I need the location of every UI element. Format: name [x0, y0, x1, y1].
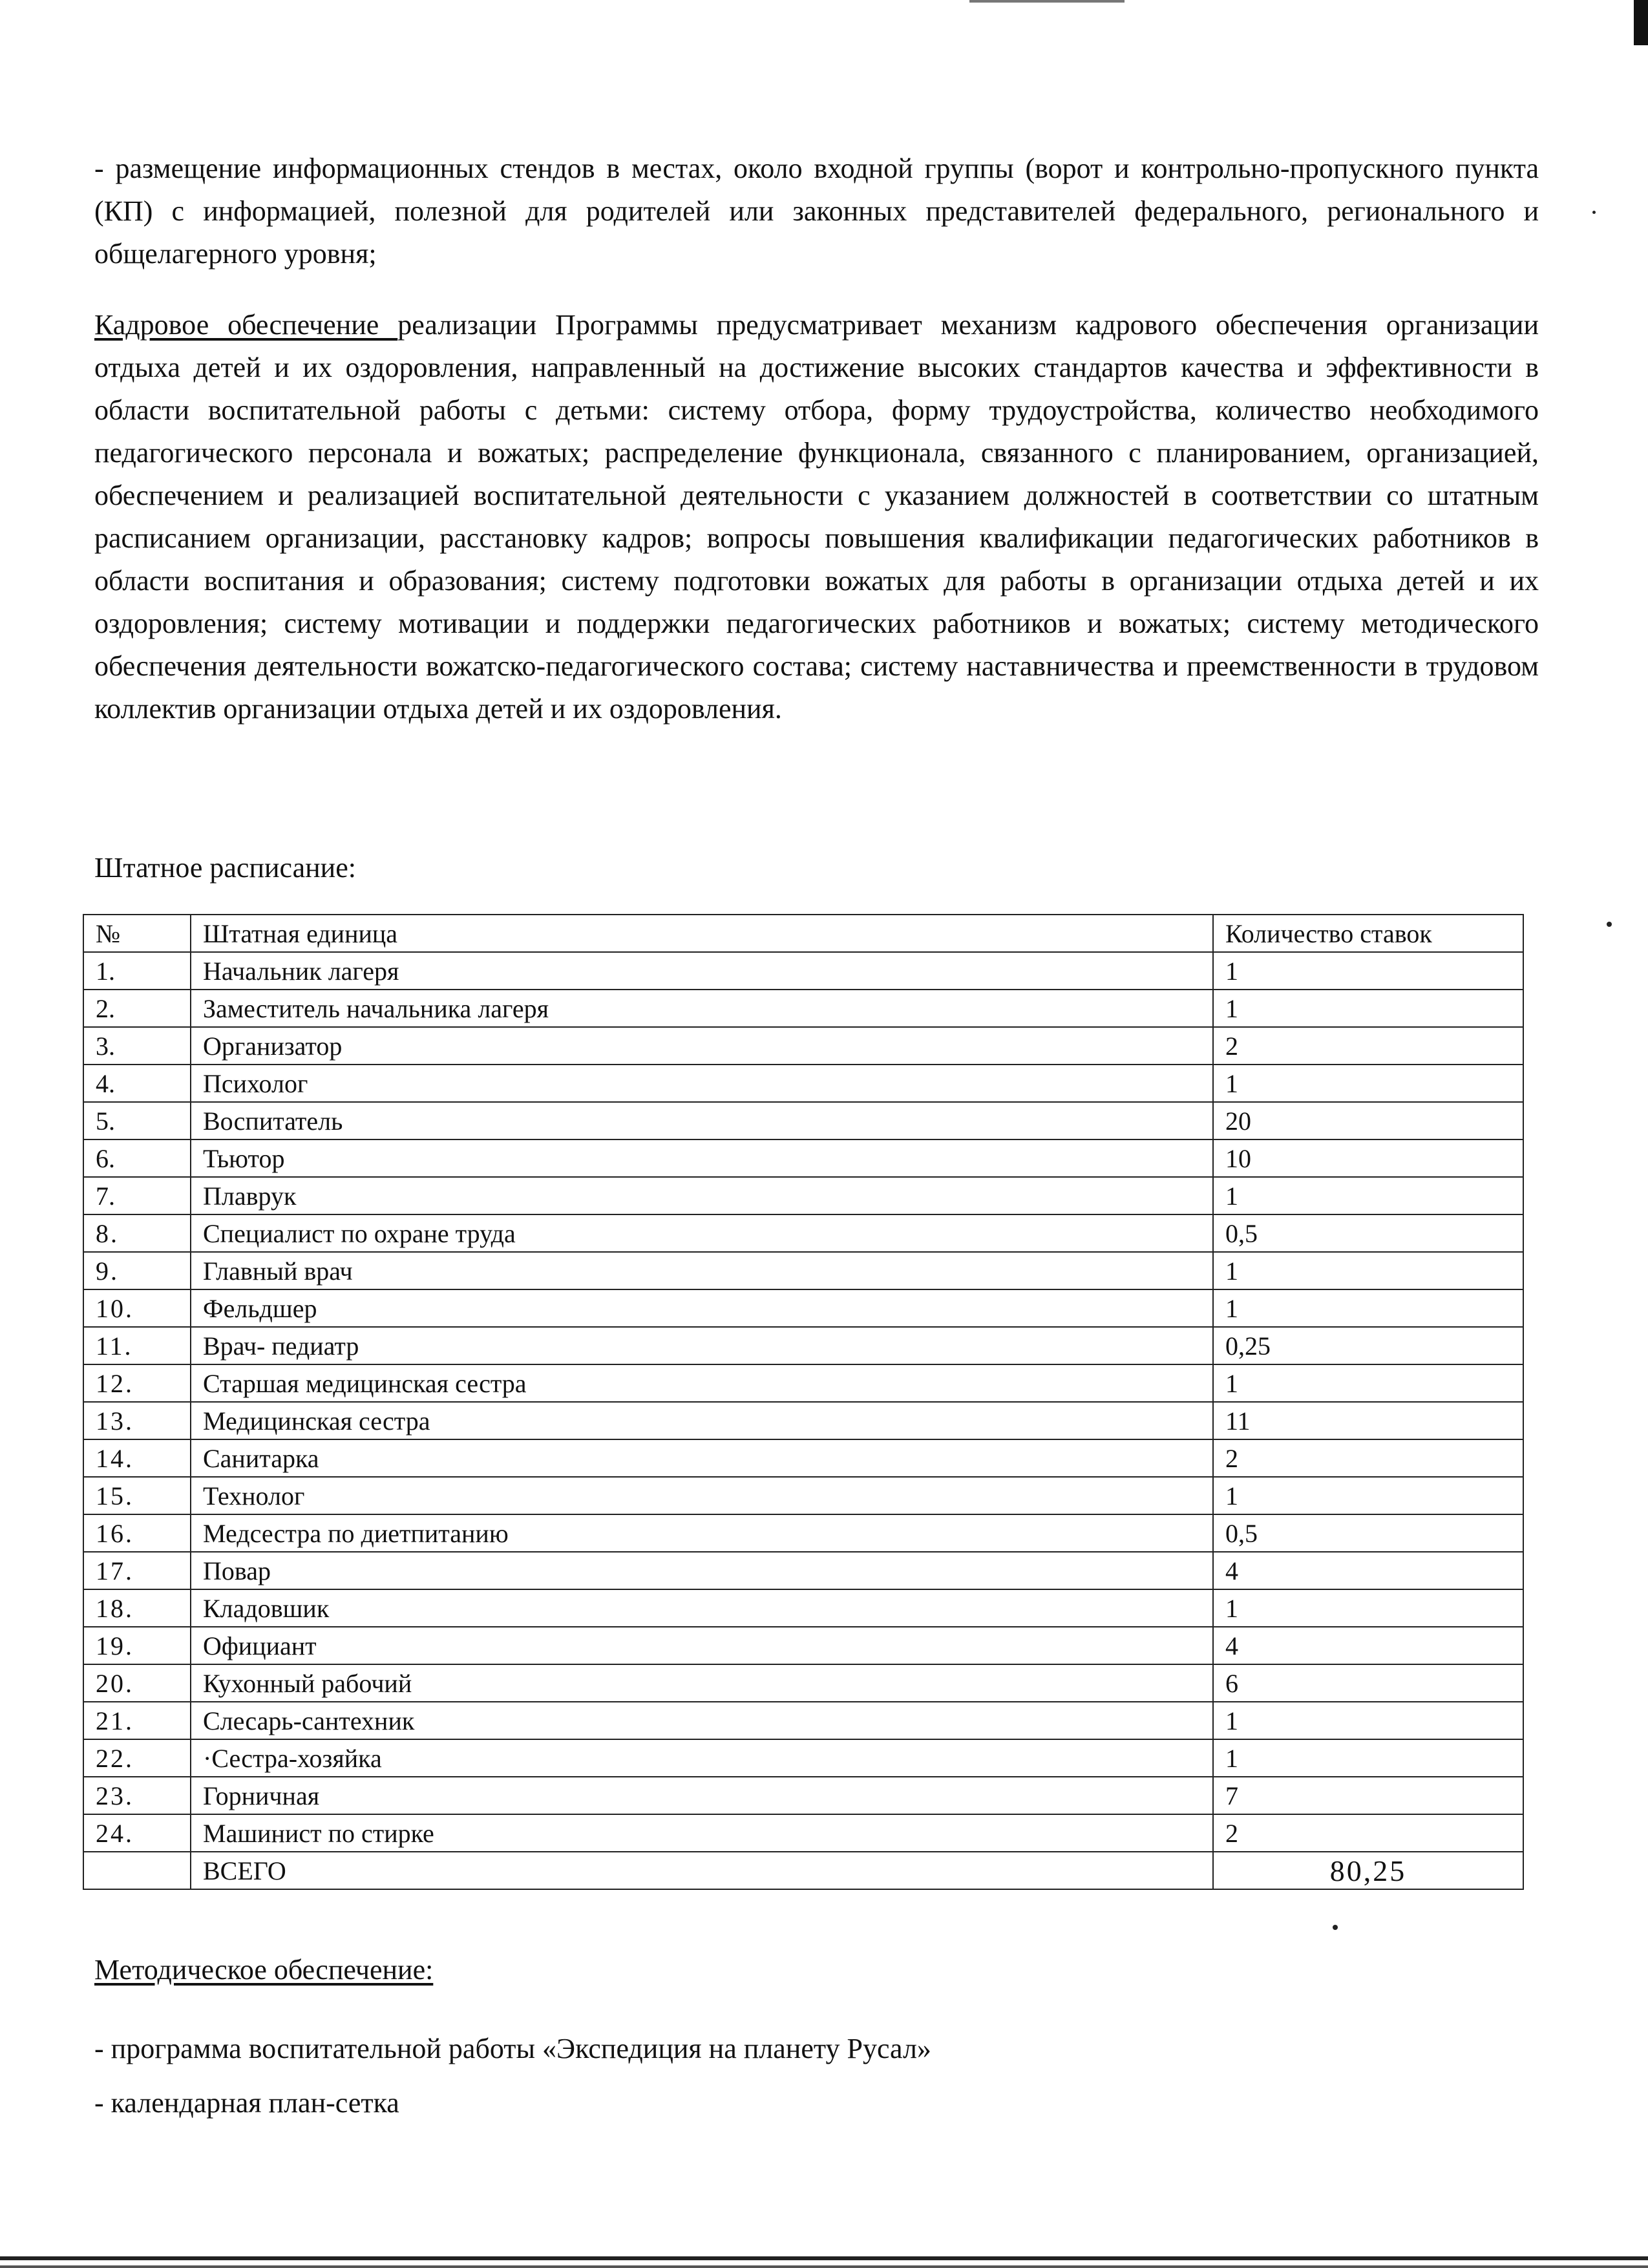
row-number: 9.	[83, 1252, 191, 1289]
staffing-text: реализации Программы предусматривает механизм кадрового обеспечения организации отдыха детей и их оздоровления, направленный на достижение высоких стандартов качества и эффективности в области воспитательной работы с детьми: систему отбора, форму трудоустройства, количество необходимого педагогического персонала и вожатых; распределение функционала, связанного с планированием, организацией, обеспечением и реализацией воспитательной деятельности с указанием должностей в соответствии со штатным расписанием организации, расстановку кадров; вопросы повышения квалификации педагогических работников в области воспитания и образования; систему подготовки вожатых для работы в организации отдыха детей и их оздоровления; систему мотивации и поддержки педагогических работников и вожатых; систему методического обеспечения деятельности вожатско-педагогического состава; систему наставничества и преемственности в трудовом коллектив организации отдыха детей и их оздоровления.	[94, 309, 1539, 725]
row-position: Официант	[191, 1627, 1213, 1664]
table-row	[83, 1664, 1523, 1702]
row-rates: 2	[1213, 1027, 1523, 1065]
header-rates: Количество ставок	[1213, 915, 1523, 952]
table-row	[83, 1327, 1523, 1364]
table-header-row	[83, 915, 1523, 952]
row-rates: 1	[1213, 990, 1523, 1027]
row-position: Старшая медицинская сестра	[191, 1364, 1213, 1402]
row-position: Повар	[191, 1552, 1213, 1589]
row-rates: 0,5	[1213, 1514, 1523, 1552]
row-position: Главный врач	[191, 1252, 1213, 1289]
row-number: 7.	[83, 1177, 191, 1214]
scan-artifact-bottom	[0, 2256, 1648, 2260]
table-row	[83, 1552, 1523, 1589]
row-position: Специалист по охране труда	[191, 1214, 1213, 1252]
row-number: 6.	[83, 1139, 191, 1177]
row-position: Медицинская сестра	[191, 1402, 1213, 1439]
table-row	[83, 1514, 1523, 1552]
methods-title: Методическое обеспечение:	[94, 1954, 434, 1986]
table-row	[83, 1739, 1523, 1777]
row-position: Санитарка	[191, 1439, 1213, 1477]
row-position: Технолог	[191, 1477, 1213, 1514]
row-position: Врач- педиатр	[191, 1327, 1213, 1364]
row-number: 22.	[83, 1739, 191, 1777]
row-number: 20.	[83, 1664, 191, 1702]
row-rates: 11	[1213, 1402, 1523, 1439]
row-rates: 1	[1213, 1252, 1523, 1289]
total-blank-cell	[83, 1852, 191, 1889]
table-row	[83, 1589, 1523, 1627]
row-position: Воспитатель	[191, 1102, 1213, 1139]
scan-speck	[1592, 211, 1596, 214]
row-position: Медсестра по диетпитанию	[191, 1514, 1213, 1552]
table-row	[83, 1065, 1523, 1102]
row-position: Организатор	[191, 1027, 1213, 1065]
table-row	[83, 952, 1523, 990]
table-row	[83, 1214, 1523, 1252]
row-number: 2.	[83, 990, 191, 1027]
row-number: 18.	[83, 1589, 191, 1627]
row-number: 16.	[83, 1514, 191, 1552]
row-rates: 1	[1213, 1477, 1523, 1514]
row-number: 15.	[83, 1477, 191, 1514]
row-number: 11.	[83, 1327, 191, 1364]
table-row	[83, 1477, 1523, 1514]
table-row	[83, 990, 1523, 1027]
scan-artifact-top	[969, 0, 1125, 3]
scan-artifact-edge	[1634, 0, 1648, 45]
staff-caption: Штатное расписание:	[94, 852, 356, 884]
row-rates: 0,5	[1213, 1214, 1523, 1252]
header-number: №	[83, 915, 191, 952]
table-row	[83, 1364, 1523, 1402]
methods-item: - программа воспитательной работы «Экспедиция на планету Русал»	[94, 2033, 931, 2064]
row-number: 10.	[83, 1289, 191, 1327]
staff-table	[83, 914, 1524, 1890]
row-number: 8.	[83, 1214, 191, 1252]
table-total-row	[83, 1852, 1523, 1889]
row-rates: 2	[1213, 1439, 1523, 1477]
header-position: Штатная единица	[191, 915, 1213, 952]
total-label: ВСЕГО	[191, 1852, 1213, 1889]
row-rates: 1	[1213, 1589, 1523, 1627]
row-rates: 20	[1213, 1102, 1523, 1139]
row-number: 12.	[83, 1364, 191, 1402]
row-position: Психолог	[191, 1065, 1213, 1102]
paragraph-info-stands: - размещение информационных стендов в местах, около входной группы (ворот и контрольно-пропускного пункта (КП) с информацией, полезной для родителей или законных представителей федерального, регионального и общелагерного уровня;	[94, 153, 1539, 270]
table-row	[83, 1814, 1523, 1852]
row-position: Кладовшик	[191, 1589, 1213, 1627]
row-number: 13.	[83, 1402, 191, 1439]
row-rates: 4	[1213, 1552, 1523, 1589]
row-number: 21.	[83, 1702, 191, 1739]
scan-speck	[1333, 1925, 1338, 1930]
methods-item: - календарная план-сетка	[94, 2087, 399, 2119]
row-number: 19.	[83, 1627, 191, 1664]
row-position: ·Сестра-хозяйка	[191, 1739, 1213, 1777]
row-rates: 1	[1213, 1739, 1523, 1777]
row-number: 17.	[83, 1552, 191, 1589]
row-number: 14.	[83, 1439, 191, 1477]
paragraph-staffing	[94, 304, 1539, 730]
table-row	[83, 1289, 1523, 1327]
row-rates: 2	[1213, 1814, 1523, 1852]
row-number: 5.	[83, 1102, 191, 1139]
table-row	[83, 1027, 1523, 1065]
row-position: Горничная	[191, 1777, 1213, 1814]
row-rates: 4	[1213, 1627, 1523, 1664]
row-rates: 1	[1213, 1065, 1523, 1102]
row-number: 3.	[83, 1027, 191, 1065]
row-number: 23.	[83, 1777, 191, 1814]
row-rates: 7	[1213, 1777, 1523, 1814]
table-row	[83, 1627, 1523, 1664]
scan-artifact-bottom	[0, 2265, 1648, 2268]
table-row	[83, 1252, 1523, 1289]
staffing-heading: Кадровое обеспечение	[94, 309, 398, 341]
row-position: Начальник лагеря	[191, 952, 1213, 990]
row-rates: 10	[1213, 1139, 1523, 1177]
row-rates: 6	[1213, 1664, 1523, 1702]
table-row	[83, 1139, 1523, 1177]
row-position: Тьютор	[191, 1139, 1213, 1177]
row-rates: 1	[1213, 1289, 1523, 1327]
table-row	[83, 1777, 1523, 1814]
row-position: Машинист по стирке	[191, 1814, 1213, 1852]
table-row	[83, 1177, 1523, 1214]
row-position: Слесарь-сантехник	[191, 1702, 1213, 1739]
row-number: 24.	[83, 1814, 191, 1852]
table-row	[83, 1402, 1523, 1439]
row-rates: 1	[1213, 1177, 1523, 1214]
row-rates: 1	[1213, 1702, 1523, 1739]
table-row	[83, 1439, 1523, 1477]
row-position: Плаврук	[191, 1177, 1213, 1214]
total-value: 80,25	[1213, 1852, 1523, 1889]
row-position: Заместитель начальника лагеря	[191, 990, 1213, 1027]
row-rates: 0,25	[1213, 1327, 1523, 1364]
table-row	[83, 1702, 1523, 1739]
row-number: 1.	[83, 952, 191, 990]
row-rates: 1	[1213, 1364, 1523, 1402]
row-number: 4.	[83, 1065, 191, 1102]
table-row	[83, 1102, 1523, 1139]
row-position: Фельдшер	[191, 1289, 1213, 1327]
row-rates: 1	[1213, 952, 1523, 990]
scan-speck	[1607, 922, 1612, 927]
row-position: Кухонный рабочий	[191, 1664, 1213, 1702]
